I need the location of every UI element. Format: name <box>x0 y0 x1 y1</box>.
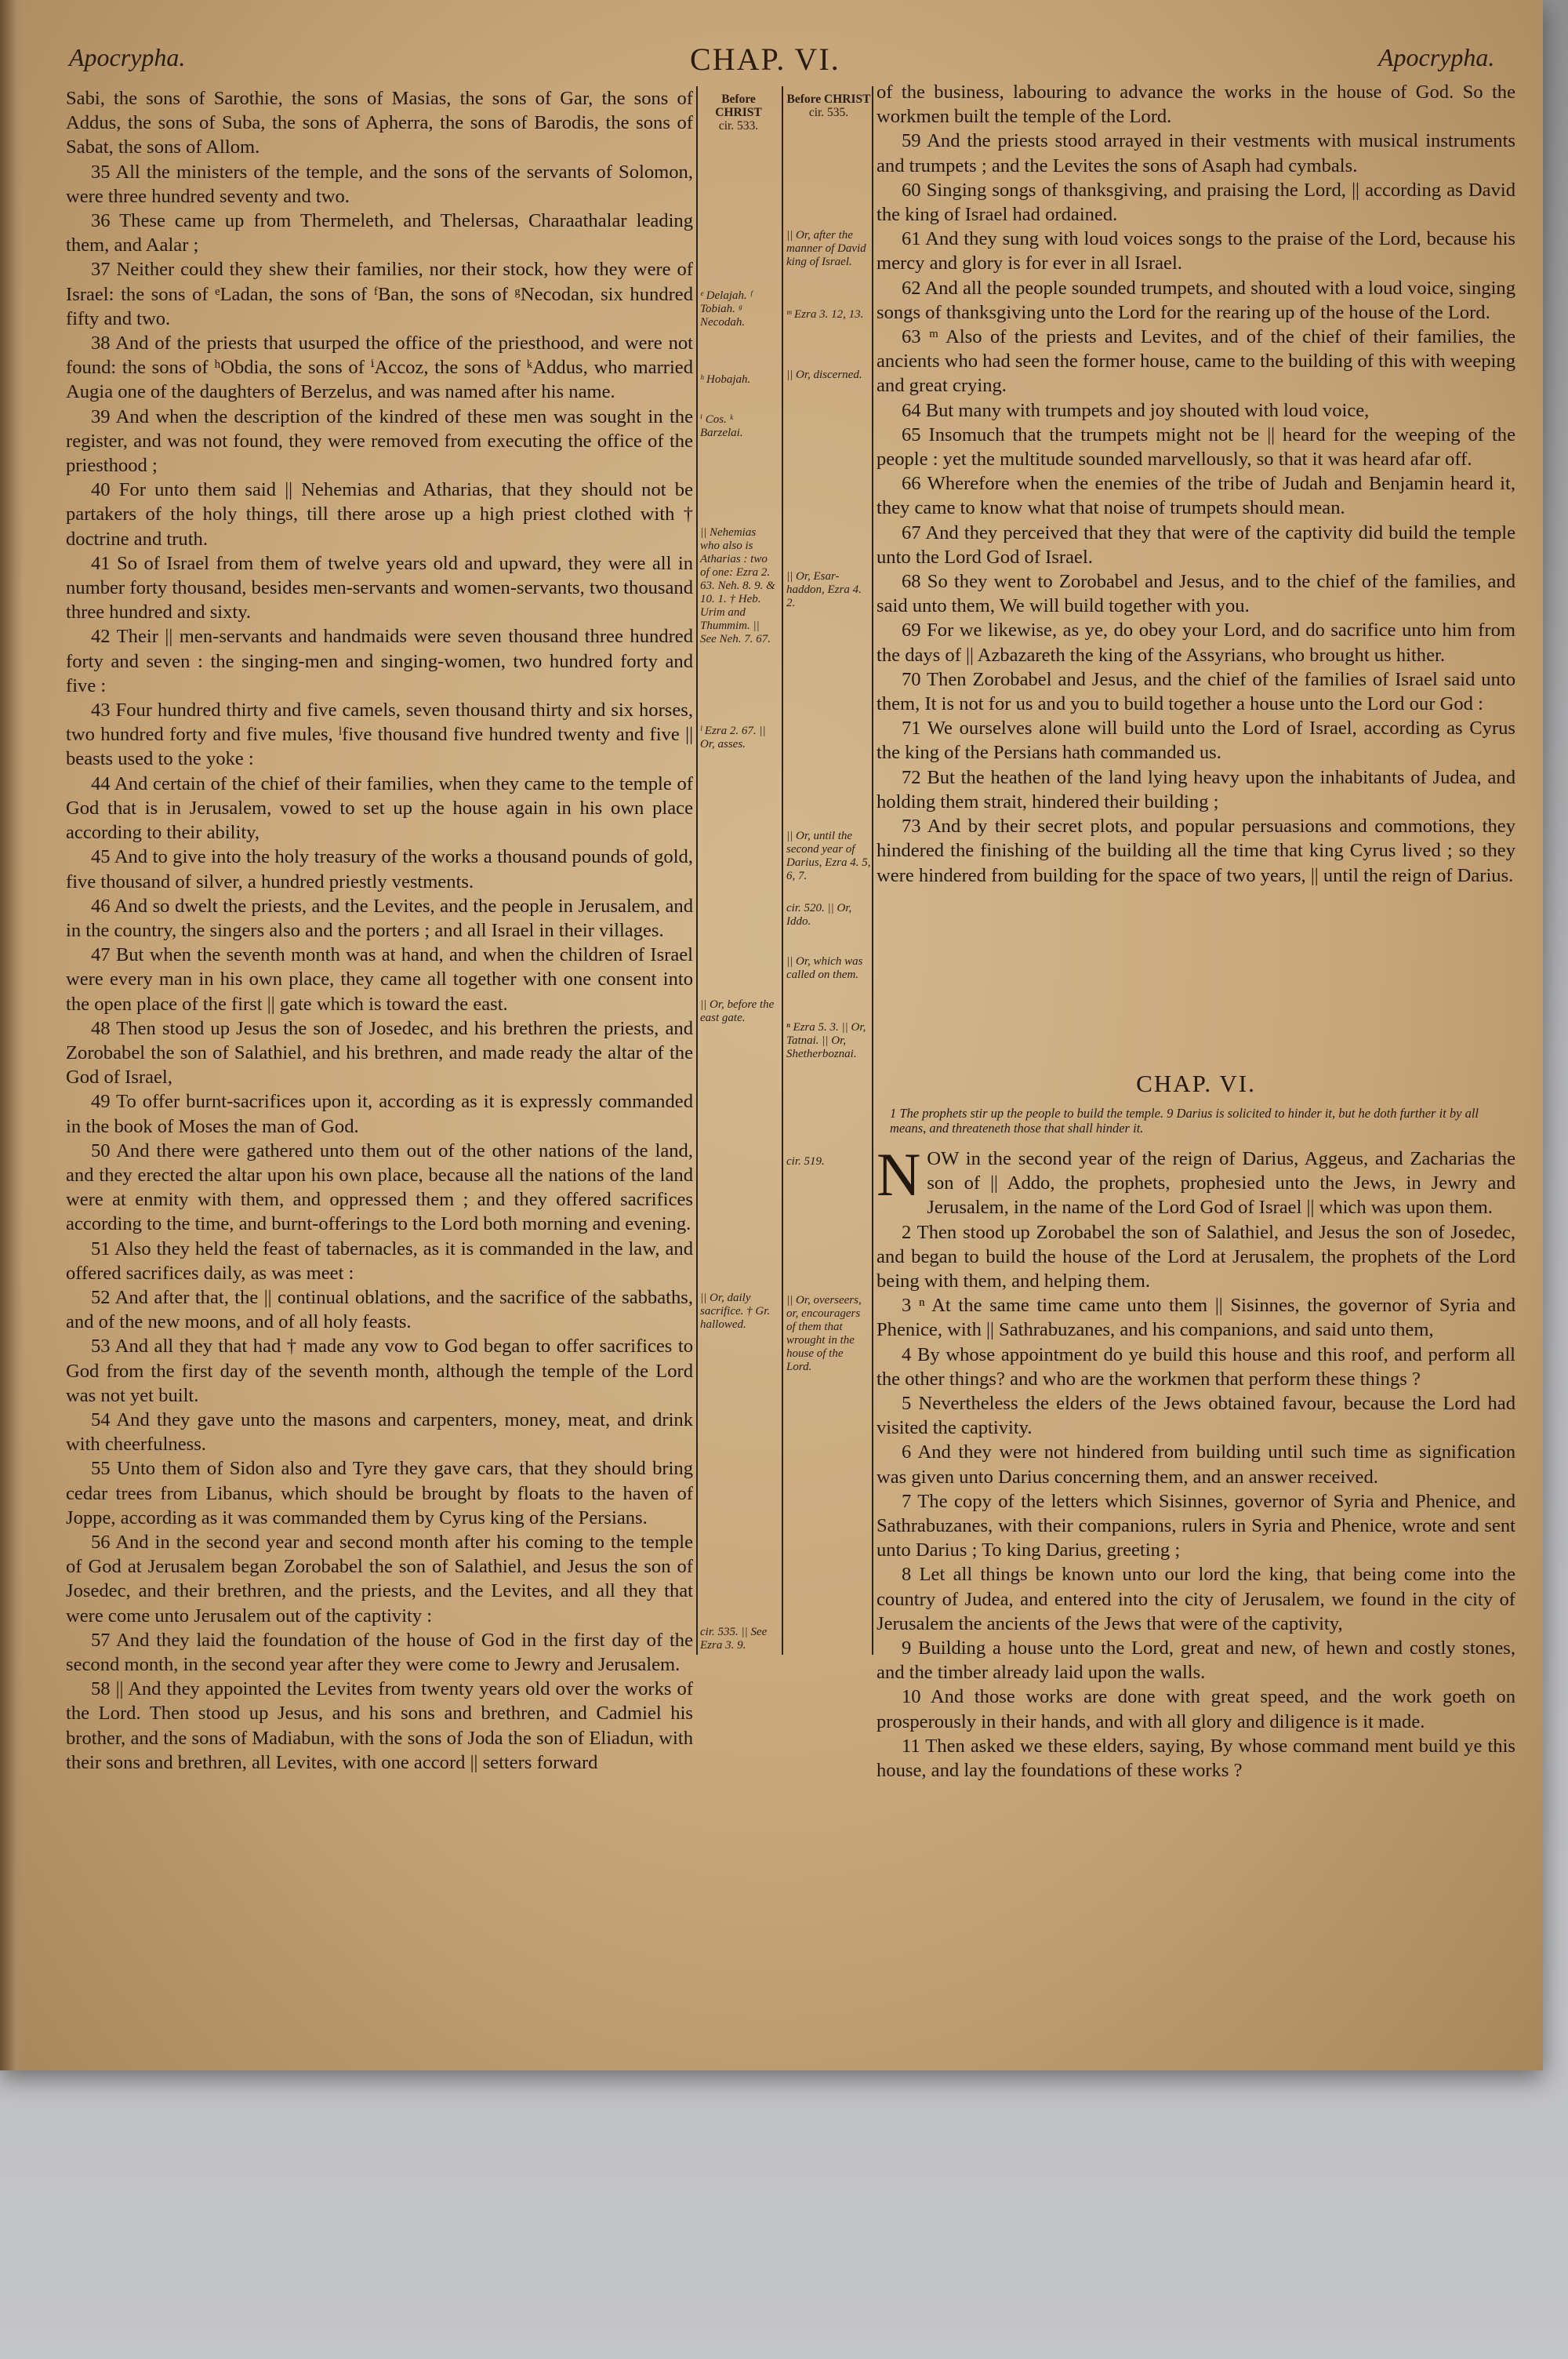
verse: 61 And they sung with loud voices songs to the praise of the Lord, because his mercy and glory is for ever in all Israel. <box>877 228 1515 274</box>
margin-note: cir. 520. || Or, Iddo. <box>786 902 852 928</box>
verse: 6 And they were not hindered from building until such time as signification was given unto Darius concerning them, and an answer received. <box>877 1441 1515 1488</box>
date-box <box>786 93 871 119</box>
running-header-left: Apocrypha. <box>69 43 186 71</box>
verse: 36 These came up from Thermeleth, and Thelersas, Charaathalar leading them, and Aalar ; <box>66 210 693 256</box>
verse: 2 Then stood up Zorobabel the son of Salathiel, and Jesus the son of Josedec, and began to build the house of the Lord at Jerusalem, the prophets of the Lord being with them, and helping them. <box>877 1221 1515 1292</box>
verse: 63 ᵐ Also of the priests and Levites, and of the chief of their families, the ancients who had seen the former house, came to the building of this with weeping and great crying. <box>877 326 1515 397</box>
verse: 69 For we likewise, as ye, do obey your Lord, and do sacrifice unto him from the days of || Azbazareth the king of the Assyrians, who brought us hither. <box>877 620 1515 666</box>
margin-note: cir. 519. <box>786 1155 825 1168</box>
chapter-six-text <box>877 1140 1515 1783</box>
margin-note: || Or, discerned. <box>786 369 862 381</box>
drop-cap: N <box>877 1140 921 1209</box>
margin-note: || Or, Esar-haddon, Ezra 4. 2. <box>786 570 862 609</box>
verse: 52 And after that, the || continual oblations, and the sacrifice of the sabbaths, and of the new moons, and of all holy feasts. <box>66 1286 693 1333</box>
verse: 40 For unto them said || Nehemias and Atharias, that they should not be partakers of the holy things, till there arose up a high priest clothed with † doctrine and truth. <box>66 479 693 550</box>
margin-note: || Or, overseers, or, encouragers of them that wrought in the house of the Lord. <box>786 1294 862 1373</box>
page-gutter-shadow <box>0 0 24 2070</box>
date-box-label: Before CHRIST <box>786 93 871 106</box>
verse: 58 || And they appointed the Levites from twenty years old over the works of the Lord. Then stood up Jesus, and his sons and brethren, and Cadmiel his brother, and the sons of Madiabun, with the sons of Joda the son of Eliadun, with their sons and brethren, all Levites, with one accord || setters forward <box>66 1678 693 1773</box>
verse: 65 Insomuch that the trumpets might not be || heard for the weeping of the people : yet the multitude sounded marvellously, so that it was heard afar off. <box>877 423 1515 471</box>
verse: 49 To offer burnt-sacrifices upon it, according as it is expressly commanded in the book of Moses the man of God. <box>66 1091 693 1137</box>
verse: 43 Four hundred thirty and five camels, seven thousand thirty and six horses, two hundred forty and five mules, ˡfive thousand five hundred twenty and five || beasts used to the yoke : <box>66 700 693 770</box>
verse-opening <box>877 1140 1515 1220</box>
verse: 48 Then stood up Jesus the son of Josedec, and his brethren the priests, and Zorobabel the son of Salathiel, and his brethren, and made ready the altar of the God of Israel, <box>66 1017 693 1089</box>
margin-note: || Nehemias who also is Atharias : two of one: Ezra 2. 63. Neh. 8. 9. & 10. 1. † Heb. Urim and Thummim. || See Neh. 7. 67. <box>700 526 775 645</box>
verse: 71 We ourselves alone will build unto the Lord of Israel, according as Cyrus the king of the Persians hath commanded us. <box>877 718 1515 764</box>
verse: 9 Building a house unto the Lord, great and new, of hewn and costly stones, and the timber already laid upon the walls. <box>877 1637 1515 1684</box>
verse: 47 But when the seventh month was at hand, and when the children of Israel were every man in his own place, they came all together with one consent into the open place of the first || gate which is toward the east. <box>66 944 693 1015</box>
margin-note: ⁱ Cos. ᵏ Barzelai. <box>700 413 743 439</box>
verse: 45 And to give into the holy treasury of the works a thousand pounds of gold, five thousand of silver, a hundred priestly vestments. <box>66 846 693 892</box>
verse: Sabi, the sons of Sarothie, the sons of Masias, the sons of Gar, the sons of Addus, the sons of Suba, the sons of Apherra, the sons of Barodis, the sons of Sabat, the sons of Allom. <box>66 88 693 158</box>
margin-note: ᵉ Delajah. ᶠ Tobiah. ᵍ Necodah. <box>700 289 753 329</box>
column-rule-right <box>872 86 873 1655</box>
verse: 5 Nevertheless the elders of the Jews obtained favour, because the Lord had visited the captivity. <box>877 1393 1515 1439</box>
verse: 41 So of Israel from them of twelve years old and upward, they were all in number forty thousand, besides men-servants and women-servants, two thousand three hundred and sixty. <box>66 552 693 623</box>
verse: 4 By whose appointment do ye build this house and this roof, and perform all the other things? and who are the workmen that perform these things ? <box>877 1343 1515 1390</box>
verse: 53 And all they that had † made any vow to God began to offer sacrifices to God from the first day of the seventh month, although the temple of the Lord was not yet built. <box>66 1336 693 1406</box>
verse: 67 And they perceived that they that were of the captivity did build the temple unto the Lord God of Israel. <box>877 522 1515 568</box>
verse: 60 Singing songs of thanksgiving, and praising the Lord, || according as David the king of Israel had ordained. <box>877 179 1515 226</box>
verse: 42 Their || men-servants and handmaids were seven thousand three hundred forty and seven : the singing-men and singing-women, two hundred forty and five : <box>66 626 693 696</box>
column-rule-mid <box>782 86 783 1655</box>
verse: 68 So they went to Zorobabel and Jesus, and to the chief of the families, and said unto them, We will build together with you. <box>877 571 1515 617</box>
verse: 46 And so dwelt the priests, and the Levites, and the people in Jerusalem, and in the country, the singers also and the porters ; and all Israel in their villages. <box>66 895 693 941</box>
verse: 56 And in the second year and second month after his coming to the temple of God at Jerusalem began Zorobabel the son of Salathiel, and Jesus the son of Josedec, and their brethren, and the priests, and the Levites, and all they that were come unto Jerusalem out of the captivity : <box>66 1531 693 1627</box>
column-rule-left <box>696 86 698 1655</box>
verse: 44 And certain of the chief of their families, when they came to the temple of God that is in Jerusalem, vowed to set up the house again in his own place according to their ability, <box>66 772 693 844</box>
verse: 66 Wherefore when the enemies of the tribe of Judah and Benjamin heard it, they came to know what that noise of trumpets should mean. <box>877 473 1515 519</box>
date-box-label: Before CHRIST <box>715 93 762 119</box>
verse: 37 Neither could they shew their families, nor their stock, how they were of Israel: the sons of ᵉLadan, the sons of ᶠBan, the sons of ᵍNecodan, six hundred fifty and two. <box>66 259 693 329</box>
verse: 10 And those works are done with great speed, and the work goeth on prosperously in their hands, and with all glory and diligence is it made. <box>877 1686 1515 1732</box>
margin-note: || Or, after the manner of David king of Israel. <box>786 229 866 268</box>
margin-note: cir. 535. || See Ezra 3. 9. <box>700 1626 768 1652</box>
date-box <box>700 93 777 133</box>
verse: 11 Then asked we these elders, saying, By whose command ment build ye this house, and lay the foundations of these works ? <box>877 1735 1515 1782</box>
verse: 73 And by their secret plots, and popular persuasions and commotions, they hindered the finishing of the building all the time that king Cyrus lived ; so they were hindered from building for the space of two years, || until the reign of Darius. <box>877 816 1515 886</box>
margin-note: || Or, until the second year of Darius, Ezra 4. 5, 6, 7. <box>786 830 871 882</box>
verse: 8 Let all things be known unto our lord the king, that being come into the country of Judea, and entered into the city of Jerusalem, we found in the city of Jerusalem the ancients of the Jews that were of the captivity, <box>877 1564 1515 1634</box>
verse: 39 And when the description of the kindred of these men was sought in the register, and was not found, they were removed from executing the office of the priesthood ; <box>66 405 693 477</box>
margin-note: ⁿ Ezra 5. 3. || Or, Tatnai. || Or, Shetherboznai. <box>786 1021 866 1060</box>
running-header-right: Apocrypha. <box>1378 43 1495 71</box>
right-text-column <box>877 80 1515 888</box>
verse: OW in the second year of the reign of Darius, Aggeus, and Zacharias the son of || Addo, the prophets, prophesied unto the Jews, in Jewry and Jerusalem, in the name of the Lord God of Israel || which was upon them. <box>927 1148 1515 1219</box>
left-text-column <box>66 86 693 1775</box>
verse: 55 Unto them of Sidon also and Tyre they gave cars, that they should bring cedar trees from Libanus, which should be brought by floats to the haven of Joppe, according as it was commanded them by Cyrus king of the Persians. <box>66 1458 693 1528</box>
verse: 62 And all the people sounded trumpets, and shouted with a loud voice, singing songs of thanksgiving unto the Lord for the rearing up of the house of the Lord. <box>877 277 1515 323</box>
verse: 57 And they laid the foundation of the house of God in the first day of the second month, in the second year after they were come to Jewry and Jerusalem. <box>66 1629 693 1675</box>
verse: 70 Then Zorobabel and Jesus, and the chief of the families of Israel said unto them, It is not for us and you to build together a house unto the Lord our God : <box>877 668 1515 715</box>
verse: 54 And they gave unto the masons and carpenters, money, meat, and drink with cheerfulness. <box>66 1408 693 1456</box>
verse: 35 All the ministers of the temple, and the sons of the servants of Solomon, were three hundred seventy and two. <box>66 161 693 207</box>
chapter-summary: 1 The prophets stir up the people to build the temple. 9 Darius is solicited to hinder it, but he doth further it by all means, and threateneth those that shall hinder it. <box>890 1106 1479 1136</box>
date-box-date: cir. 535. <box>808 106 849 119</box>
margin-notes-right <box>786 93 871 1374</box>
margin-note: || Or, before the east gate. <box>700 998 775 1024</box>
margin-note: || Or, which was called on them. <box>786 955 863 981</box>
verse: 3 ⁿ At the same time came unto them || Sisinnes, the governor of Syria and Phenice, with || Sathrabuzanes, and his companions, and said unto them, <box>877 1295 1515 1341</box>
verse: of the business, labouring to advance the works in the house of God. So the workmen built the temple of the Lord. <box>877 82 1515 128</box>
verse: 64 But many with trumpets and joy shouted with loud voice, <box>901 399 1370 421</box>
margin-note: || Or, daily sacrifice. † Gr. hallowed. <box>700 1292 771 1331</box>
verse: 72 But the heathen of the land lying heavy upon the inhabitants of Judea, and holding them strait, hindered their building ; <box>877 766 1515 812</box>
verse: 7 The copy of the letters which Sisinnes, governor of Syria and Phenice, and Sathrabuzanes, with their companions, rulers in Syria and Phenice, wrote and sent unto Darius ; To king Darius, greeting ; <box>877 1490 1515 1561</box>
verse: 50 And there were gathered unto them out of the other nations of the land, and they erected the altar upon his own place, because all the nations of the land were at enmity with them, and oppressed them ; and they offered sacrifices according to the time, and burnt-offerings to the Lord both morning and evening. <box>66 1140 693 1235</box>
margin-note: ᵐ Ezra 3. 12, 13. <box>786 308 864 321</box>
chapter-heading: CHAP. VI. <box>1136 1070 1256 1097</box>
verse: 59 And the priests stood arrayed in their vestments with musical instruments and trumpets ; and the Levites the sons of Asaph had cymbals. <box>877 130 1515 176</box>
margin-note: ʰ Hobajah. <box>700 373 751 386</box>
date-box-date: cir. 533. <box>718 119 759 133</box>
verse: 51 Also they held the feast of tabernacles, as it is commanded in the law, and offered sacrifices daily, as was meet : <box>66 1238 693 1284</box>
margin-notes-left <box>700 93 777 1652</box>
running-header-chapter: CHAP. VI. <box>690 42 840 77</box>
verse: 38 And of the priests that usurped the office of the priesthood, and were not found: the sons of ʰObdia, the sons of ⁱAccoz, the sons of ᵏAddus, who married Augia one of the daughters of Berzelus, and was named after his name. <box>66 333 693 403</box>
margin-note: ˡ Ezra 2. 67. || Or, asses. <box>700 725 766 751</box>
